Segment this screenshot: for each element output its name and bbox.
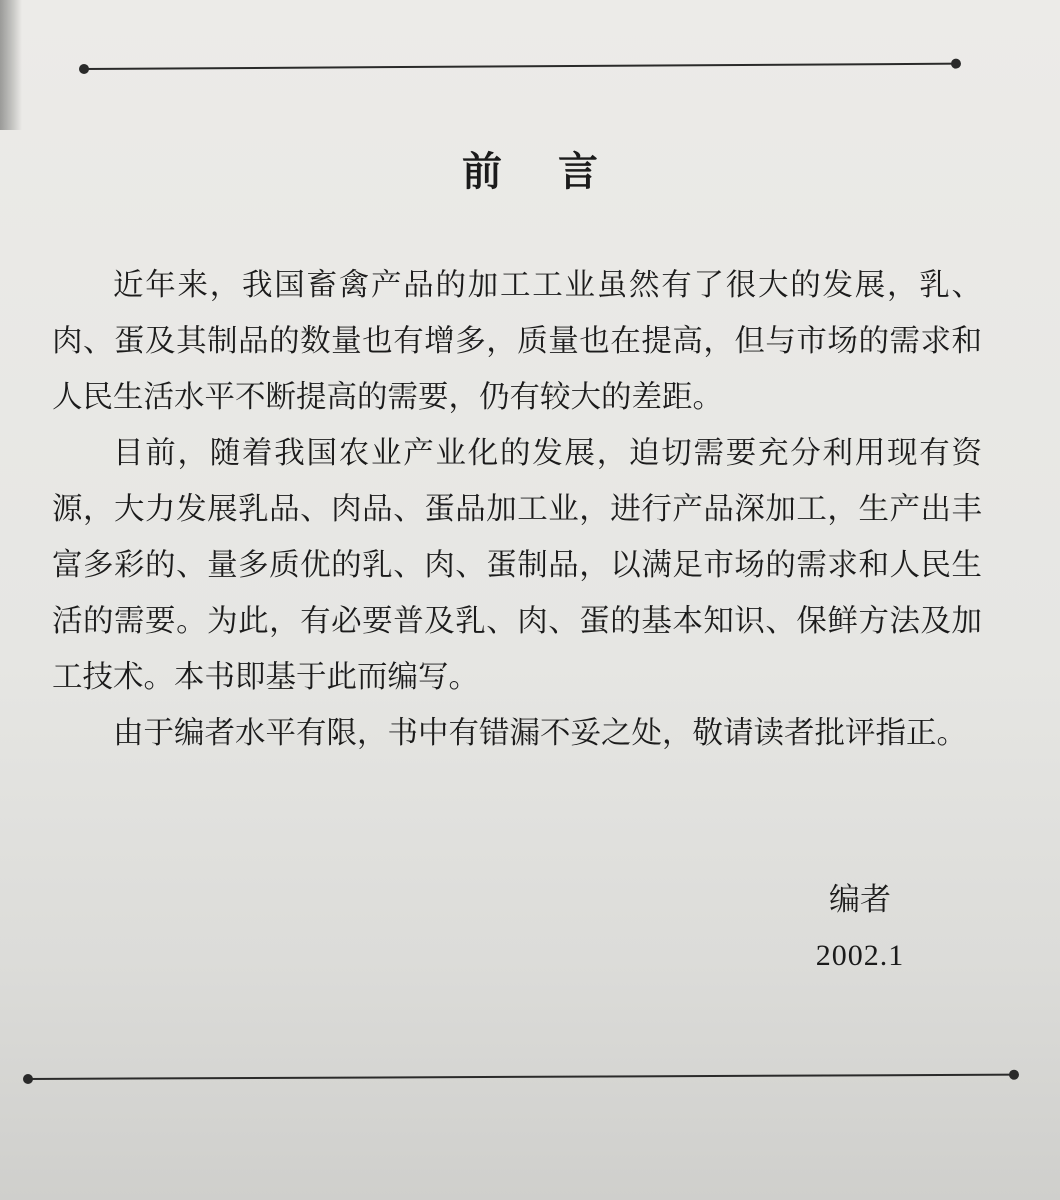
paragraph: 目前，随着我国农业产业化的发展，迫切需要充分利用现有资源，大力发展乳品、肉品、蛋品加工业，进行产品深加工，生产出丰富多彩的、量多质优的乳、肉、蛋制品，以满足市场的需求和人民生活的需要。为此，有必要普及乳、肉、蛋的基本知识、保鲜方法及加工技术。本书即基于此而编写。 (52, 436, 982, 695)
paragraph: 由于编者水平有限，书中有错漏不妥之处，敬请读者批评指正。 (113, 716, 967, 751)
signature-author: 编者 (829, 882, 891, 918)
signature-date: 2002.1 (815, 939, 905, 972)
book-binding-edge (0, 0, 22, 130)
top-divider-rule (82, 63, 958, 70)
bottom-divider-rule (26, 1074, 1016, 1080)
rule-end-dot (79, 64, 89, 74)
rule-end-dot (951, 59, 961, 69)
page-title: 前言 (462, 148, 654, 195)
paragraph: 近年来，我国畜禽产品的加工工业虽然有了很大的发展，乳、肉、蛋及其制品的数量也有增多，质量也在提高，但与市场的需求和人民生活水平不断提高的需要，仍有较大的差距。 (52, 268, 982, 415)
signature-block (760, 872, 960, 984)
rule-end-dot (23, 1074, 33, 1084)
rule-end-dot (1009, 1070, 1019, 1080)
preface-body (52, 258, 982, 762)
